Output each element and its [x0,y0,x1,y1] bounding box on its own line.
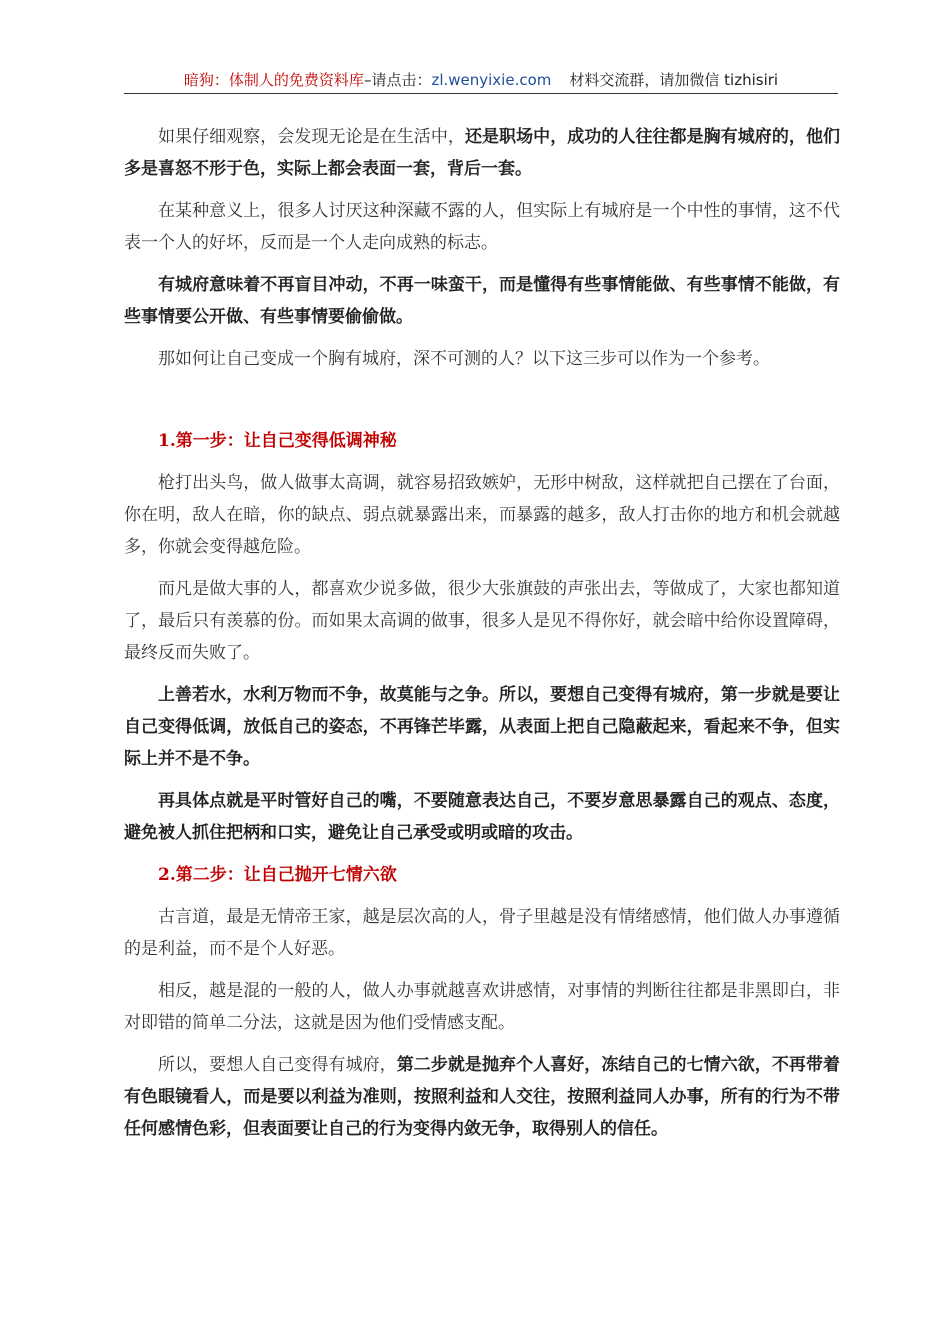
paragraph-11-bold: 第二步就是抛弃个人喜好，冻结自己的七情六欲，不再带着有色眼镜看人，而是要以利益为准则，按照利益和人交往，按照利益同人办事，所有的行为不带任何感情色彩，但表面要让自己的行为变得内敛无争，取得别人的信任。 [124,1055,840,1139]
paragraph-7: 上善若水，水利万物而不争，故莫能与之争。所以，要想自己变得有城府，第一步就是要让自己变得低调，放低自己的姿态，不再锋芒毕露，从表面上把自己隐蔽起来，看起来不争，但实际上并不是不争。 [124,685,840,769]
page-header [124,70,838,90]
paragraph-1-plain: 如果仔细观察，会发现无论是在生活中， [158,127,465,147]
paragraph-5: 枪打出头鸟，做人做事太高调，就容易招致嫉妒，无形中树敌，这样就把自己摆在了台面，你在明，敌人在暗，你的缺点、弱点就暴露出来，而暴露的越多，敌人打击你的地方和机会就越多，你就会变得越危险。 [124,473,840,557]
paragraph-8: 再具体点就是平时管好自己的嘴，不要随意表达自己，不要岁意思暴露自己的观点、态度，避免被人抓住把柄和口实，避免让自己承受或明或暗的攻击。 [124,791,840,843]
paragraph-1 [124,121,840,185]
paragraph-6: 而凡是做大事的人，都喜欢少说多做，很少大张旗鼓的声张出去，等做成了，大家也都知道了，最后只有羡慕的份。而如果太高调的做事，很多人是见不得你好，就会暗中给你设置障碍，最终反而失败了。 [124,579,840,663]
header-divider [124,93,838,94]
paragraph-1-bold: 还是职场中，成功的人往往都是胸有城府的，他们多是喜怒不形于色，实际上都会表面一套，背后一套。 [124,127,841,179]
header-group-note: 材料交流群，请加微信 tizhisiri [569,71,779,89]
paragraph-9: 古言道，最是无情帝王家，越是层次高的人，骨子里越是没有情绪感情，他们做人办事遵循的是利益，而不是个人好恶。 [124,907,840,959]
header-click-prompt: –请点击： [363,71,432,89]
section-heading-1: 1.第一步：让自己变得低调神秘 [158,431,397,451]
paragraph-11 [124,1049,840,1145]
paragraph-10: 相反，越是混的一般的人，做人办事就越喜欢讲感情，对事情的判断往往都是非黑即白，非对即错的简单二分法，这就是因为他们受情感支配。 [124,981,840,1033]
article-body [124,121,840,1155]
paragraph-2: 在某种意义上，很多人讨厌这种深藏不露的人，但实际上有城府是一个中性的事情，这不代表一个人的好坏，反而是一个人走向成熟的标志。 [124,201,840,253]
header-brand: 暗狗：体制人的免费资料库 [183,71,364,89]
paragraph-3: 有城府意味着不再盲目冲动，不再一味蛮干，而是懂得有些事情能做、有些事情不能做，有些事情要公开做、有些事情要偷偷做。 [124,275,840,327]
section-heading-2: 2.第二步：让自己抛开七情六欲 [158,865,397,885]
paragraph-11-plain: 所以，要想人自己变得有城府， [158,1055,397,1075]
header-url-link[interactable]: zl.wenyixie.com [431,71,552,89]
paragraph-4: 那如何让自己变成一个胸有城府，深不可测的人？以下这三步可以作为一个参考。 [158,349,770,369]
